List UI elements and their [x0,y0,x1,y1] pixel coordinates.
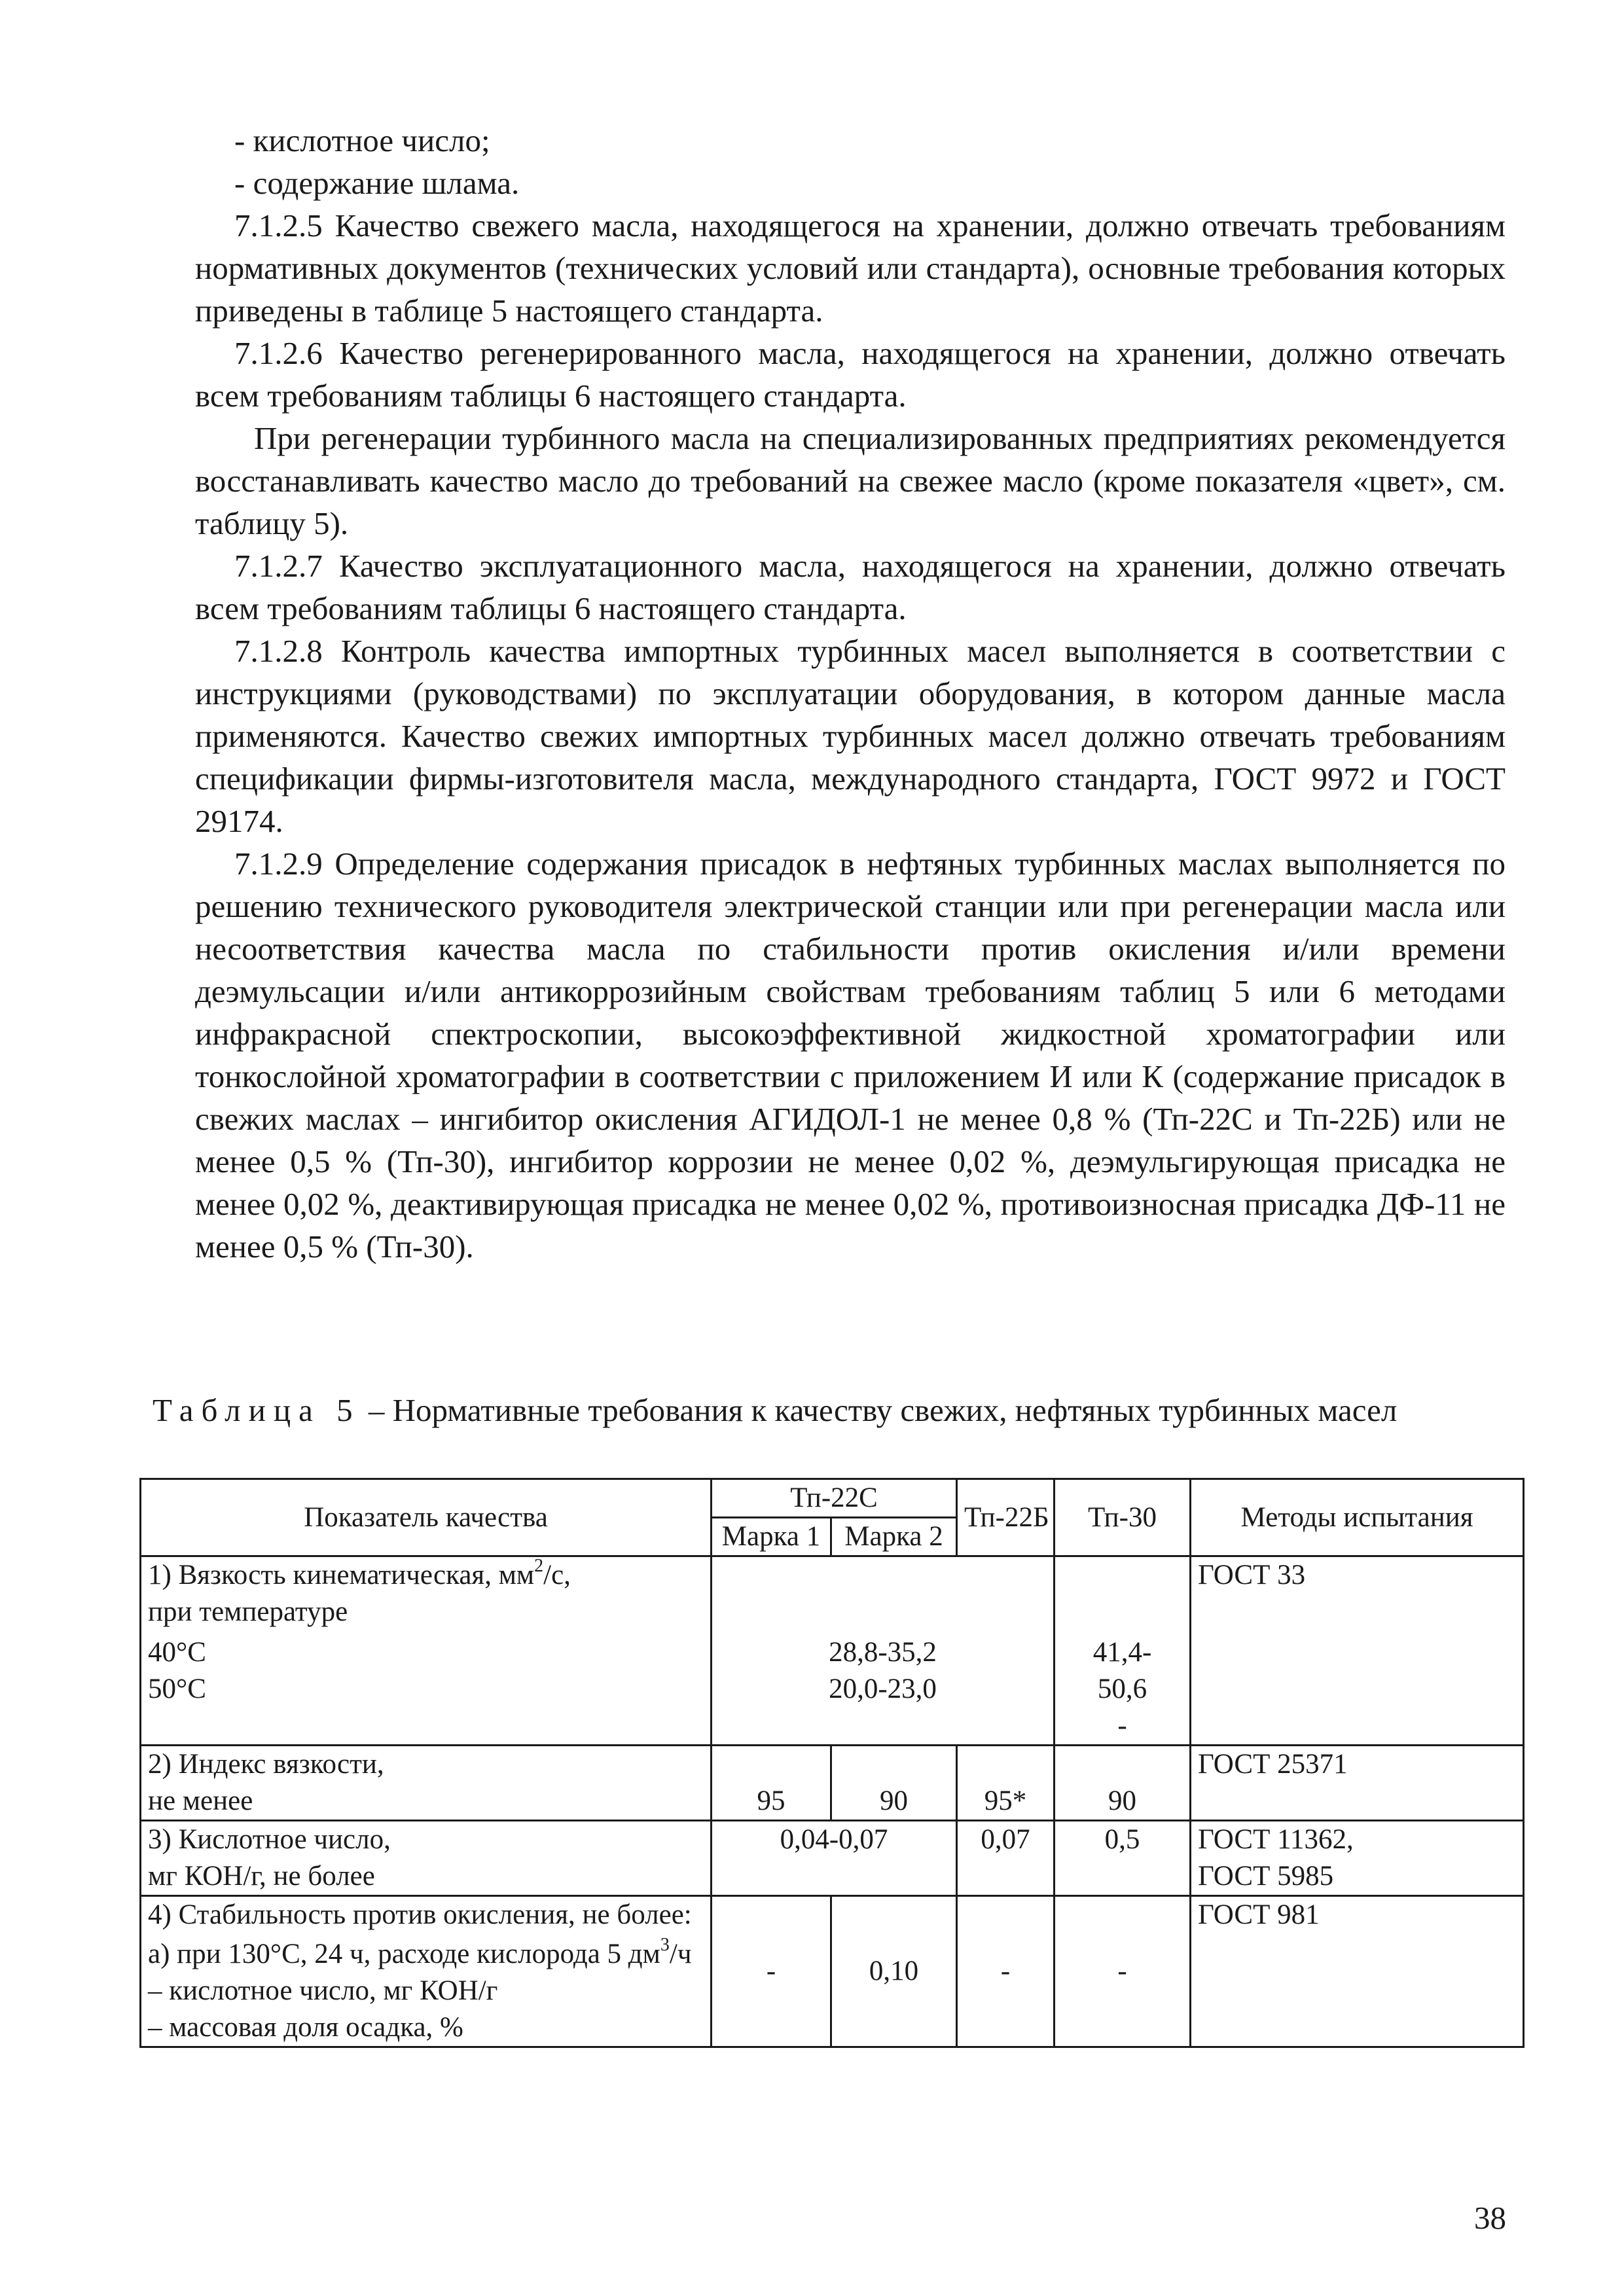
header-tp22b: Тп-22Б [957,1479,1055,1556]
cell-mark-2: 90 [831,1746,957,1821]
list-item: - содержание шлама. [234,165,520,201]
table-row [141,1556,1524,1746]
paragraph-7-1-2-6: 7.1.2.6 Качество регенерированного масла, находящегося на хранении, должно отвечать всем требованиям таблицы 6 настоящего стандарта. [195,335,1506,414]
row-label: 1) Вязкость кинематическая, $мм^2/с$, при температуре 40°С 50°С [141,1556,712,1746]
cell-tp22c: 0,04-0,07 [712,1821,957,1896]
table-caption [153,1393,1505,1428]
header-methods: Методы испытания [1191,1479,1524,1556]
cell-tp30: 0,5 [1055,1821,1191,1896]
paragraph-7-1-2-7: 7.1.2.7 Качество эксплуатационного масла, находящегося на хранении, должно отвечать всем требованиям таблицы 6 настоящего стандарта. [195,548,1506,626]
paragraph-regeneration: При регенерации турбинного масла на специализированных предприятиях рекомендуется восстанавливать качество масло до требований на свежее масло (кроме показателя «цвет», см. таблицу 5). [195,420,1506,541]
cell-tp22b: - [957,1896,1055,2047]
table-row [141,1896,1524,2047]
cell-mark-2: 0,10 [831,1896,957,2047]
header-indicator: Показатель качества [141,1479,712,1556]
header-tp30: Тп-30 [1055,1479,1191,1556]
paragraph-7-1-2-9: 7.1.2.9 Определение содержания присадок в нефтяных турбинных маслах выполняется по решению технического руководителя электрической станции или при регенерации масла или несоответствия качества масла по стабильности против окисления и/или времени деэмульсации и/или антикоррозийным свойствам требованиям таблиц 5 или 6 методами инфракрасной спектроскопии, высокоэффективной жидкостной хроматографии или тонкослойной хроматографии в соответствии с приложением И или К (содержание присадок в свежих маслах – ингибитор окисления АГИДОЛ-1 не менее 0,8 % (Тп-22С и Тп-22Б) или не менее 0,5 % (Тп-30), ингибитор коррозии не менее 0,02 %, деэмульгирующая присадка не менее 0,02 %, деактивирующая присадка не менее 0,02 %, противоизносная присадка ДФ-11 не менее 0,5 % (Тп-30). [195,846,1506,1265]
cell-method: ГОСТ 11362, ГОСТ 5985 [1191,1821,1524,1896]
cell-tp22b: 0,07 [957,1821,1055,1896]
cell-viscosity-tp30: 41,4- 50,6 - [1055,1556,1191,1746]
body-text [195,119,1506,1268]
table-caption-text: – Нормативные требования к качеству свежих, нефтяных турбинных масел [360,1392,1398,1428]
header-mark-2: Марка 2 [831,1518,957,1556]
header-mark-1: Марка 1 [712,1518,831,1556]
paragraph-7-1-2-5: 7.1.2.5 Качество свежего масла, находящегося на хранении, должно отвечать требованиям нормативных документов (технических условий или стандарта), основные требования которых приведены в таблице 5 настоящего стандарта. [195,207,1506,329]
row-label: 3) Кислотное число, мг КОН/г, не более [141,1821,712,1896]
page-number: 38 [1474,2200,1506,2236]
cell-tp30: 90 [1055,1746,1191,1821]
row-label: 4) Стабильность против окисления, не более: а) при 130°С, 24 ч, расходе кислорода 5 $дм^3/ч$ – кислотное число, мг КОН/г – массовая доля осадка, % [141,1896,712,2047]
cell-mark-1: 95 [712,1746,831,1821]
requirements-table [139,1478,1525,2048]
header-tp22c: Тп-22С [712,1479,957,1518]
paragraph-7-1-2-8: 7.1.2.8 Контроль качества импортных турбинных масел выполняется в соответствии с инструкциями (руководствами) по эксплуатации оборудования, в котором данные масла применяются. Качество свежих импортных турбинных масел должно отвечать требованиям спецификации фирмы-изготовителя масла, международного стандарта, ГОСТ 9972 и ГОСТ 29174. [195,633,1506,839]
cell-mark-1: - [712,1896,831,2047]
cell-tp22b: 95* [957,1746,1055,1821]
cell-method: ГОСТ 981 [1191,1896,1524,2047]
table-row [141,1746,1524,1821]
cell-method: ГОСТ 25371 [1191,1746,1524,1821]
cell-tp30: - [1055,1896,1191,2047]
table-caption-label: Таблица 5 [153,1392,361,1428]
row-label: 2) Индекс вязкости, не менее [141,1746,712,1821]
table-header-row [141,1479,1524,1518]
cell-method: ГОСТ 33 [1191,1556,1524,1746]
list-item: - кислотное число; [234,122,490,158]
table-row [141,1821,1524,1896]
cell-viscosity-values: 28,8-35,2 20,0-23,0 [712,1556,1055,1746]
